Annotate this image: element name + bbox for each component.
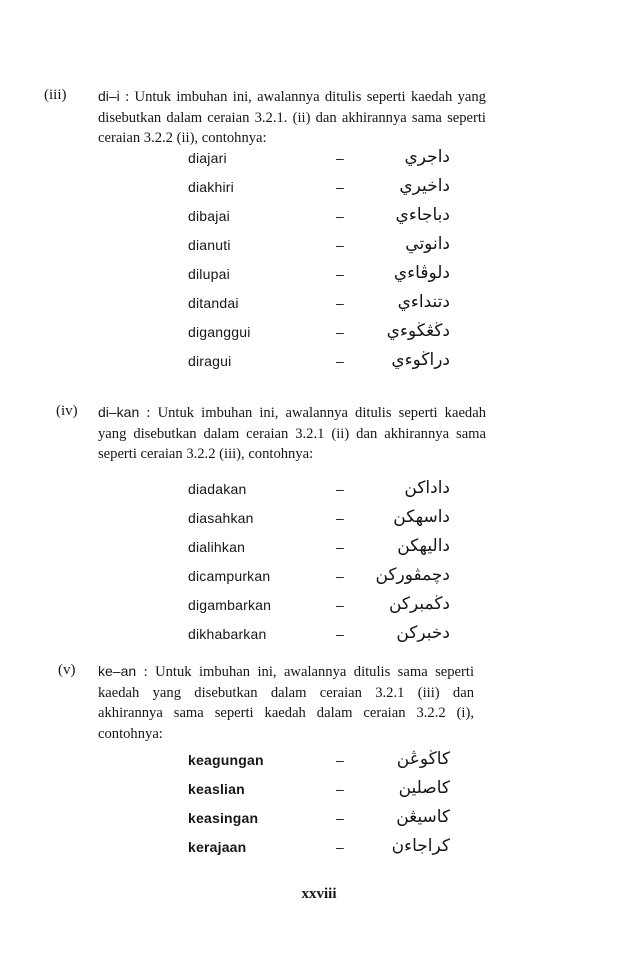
rumi-word: dilupai [188,266,230,282]
rumi-word: diasahkan [188,510,254,526]
jawi-word: داجري [404,147,450,167]
dash: – [336,208,344,224]
example-row [0,807,638,839]
example-row [0,263,638,295]
jawi-word: داخيري [399,176,450,196]
rumi-word: ditandai [188,295,239,311]
dash: – [336,237,344,253]
example-row [0,234,638,266]
section-paragraph [98,661,474,744]
example-row [0,147,638,179]
dash: – [336,266,344,282]
example-row [0,478,638,510]
paragraph-text: : Untuk imbuhan ini, awalannya ditulis sama seperti kaedah yang disebutkan dalam ceraian 3.2.1 (iii) dan akhirannya sama seperti kaedah dalam ceraian 3.2.2 (i), contohnya: [98,664,474,742]
section-paragraph [98,86,486,149]
example-row [0,594,638,626]
dash: – [336,597,344,613]
example-row [0,623,638,655]
jawi-word: کاصلين [398,778,450,798]
paragraph-text: : Untuk imbuhan ini, awalannya ditulis seperti kaedah yang disebutkan dalam ceraian 3.2.1 (ii) dan akhirannya sama seperti ceraian 3.2.2 (iii), contohnya: [98,405,486,462]
jawi-word: دانوتي [405,234,450,254]
rumi-word: diganggui [188,324,251,340]
rumi-word: dianuti [188,237,231,253]
section-label: (iii) [44,87,67,103]
jawi-word: دلوڤاءي [393,263,450,283]
rumi-word: keaslian [188,781,245,797]
example-row [0,321,638,353]
dash: – [336,510,344,526]
dash: – [336,626,344,642]
jawi-word: داليهکن [397,536,450,556]
rumi-word: diajari [188,150,227,166]
affix-term: di–i [98,88,120,104]
rumi-word: keagungan [188,752,264,768]
jawi-word: کاڬوڠن [396,749,450,769]
affix-term: ke–an [98,663,137,679]
rumi-word: diakhiri [188,179,234,195]
dash: – [336,568,344,584]
jawi-word: دڬمبرکن [388,594,450,614]
jawi-word: دچمڤورکن [375,565,450,585]
affix-term: di–kan [98,404,140,420]
section-label: (v) [58,662,76,678]
jawi-word: دتنداءي [397,292,450,312]
example-row [0,350,638,382]
example-row [0,507,638,539]
dash: – [336,295,344,311]
rumi-word: diadakan [188,481,247,497]
jawi-word: دراڬوءي [391,350,450,370]
dash: – [336,839,344,855]
dash: – [336,752,344,768]
section-label: (iv) [56,403,78,419]
jawi-word: دڬڠڬوءي [386,321,450,341]
dash: – [336,781,344,797]
rumi-word: dikhabarkan [188,626,267,642]
jawi-word: کاسيڠن [396,807,450,827]
jawi-word: دخبرکن [396,623,450,643]
page-number: xxviii [301,886,337,902]
rumi-word: keasingan [188,810,259,826]
example-row [0,749,638,781]
dash: – [336,810,344,826]
section-paragraph [98,402,486,465]
jawi-word: داسهکن [393,507,450,527]
rumi-word: digambarkan [188,597,272,613]
example-row [0,292,638,324]
rumi-word: kerajaan [188,839,247,855]
rumi-word: diragui [188,353,232,369]
dash: – [336,481,344,497]
jawi-word: داداکن [404,478,450,498]
dash: – [336,324,344,340]
example-row [0,536,638,568]
jawi-word: دباجاءي [395,205,450,225]
example-row [0,176,638,208]
example-row [0,836,638,868]
example-row [0,565,638,597]
dash: – [336,353,344,369]
rumi-word: dibajai [188,208,230,224]
dash: – [336,179,344,195]
example-row [0,205,638,237]
example-row [0,778,638,810]
paragraph-text: : Untuk imbuhan ini, awalannya ditulis seperti kaedah yang disebutkan dalam ceraian 3.2.1. (ii) dan akhirannya sama seperti ceraian 3.2.2 (ii), contohnya: [98,89,486,146]
rumi-word: dicampurkan [188,568,271,584]
dash: – [336,150,344,166]
rumi-word: dialihkan [188,539,246,555]
jawi-word: کراجاءن [391,836,450,856]
dash: – [336,539,344,555]
